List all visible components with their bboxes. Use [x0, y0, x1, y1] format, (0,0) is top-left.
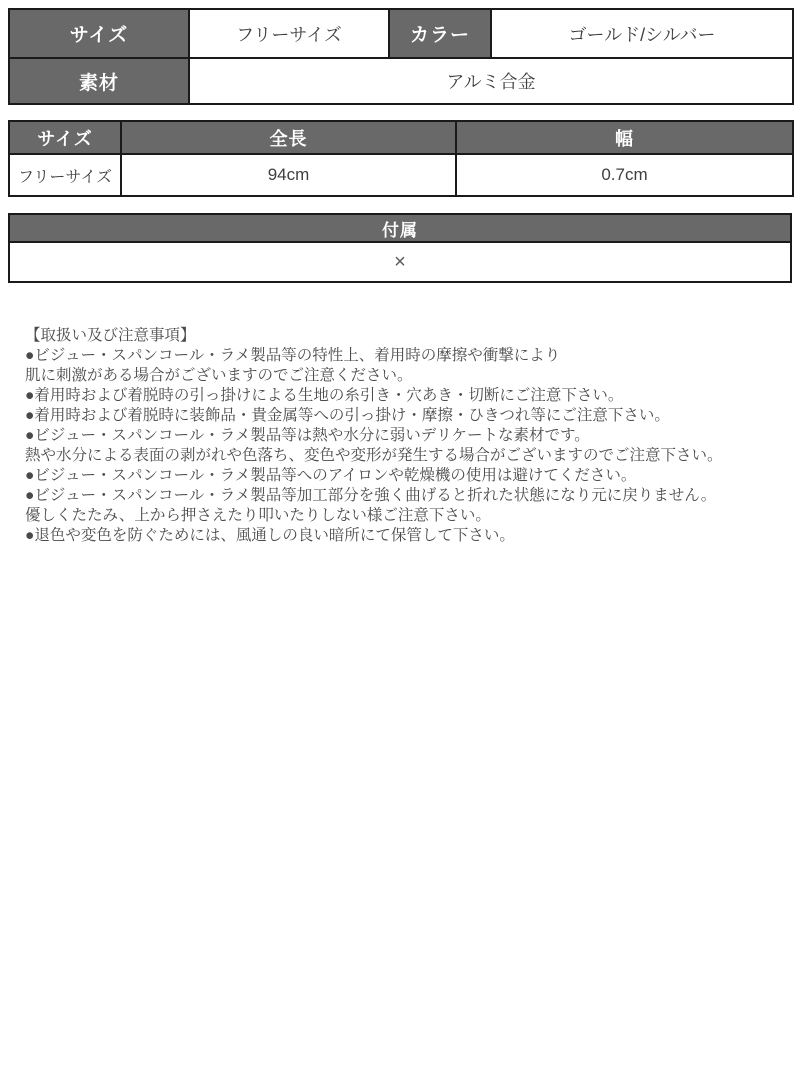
accessory-table: [8, 213, 792, 283]
spec-color-label: カラー: [389, 9, 491, 58]
dimension-data-row: [9, 154, 793, 196]
care-note-line: 熱や水分による表面の剥がれや色落ち、変色や変形が発生する場合がございますのでご注意下さい。: [25, 447, 723, 464]
care-note-line: ●ビジュー・スパンコール・ラメ製品等加工部分を強く曲げると折れた状態になり元に戻りません。: [25, 487, 717, 504]
dimension-table: [8, 120, 794, 197]
dimension-header-row: [9, 121, 793, 154]
accessory-data-row: [9, 242, 791, 282]
dimension-header-length: 全長: [121, 121, 456, 154]
spec-size-label: サイズ: [9, 9, 189, 58]
dimension-size-value: フリーサイズ: [9, 154, 121, 196]
dimension-width-value: 0.7cm: [456, 154, 793, 196]
dimension-header-width: 幅: [456, 121, 793, 154]
care-note-line: ●ビジュー・スパンコール・ラメ製品等へのアイロンや乾燥機の使用は避けてください。: [25, 467, 637, 484]
care-note-line: ●ビジュー・スパンコール・ラメ製品等の特性上、着用時の摩擦や衝撃により: [25, 347, 561, 364]
care-note-line: 肌に刺激がある場合がございますのでご注意ください。: [25, 367, 413, 384]
accessory-header-row: [9, 214, 791, 242]
spec-material-value: アルミ合金: [189, 58, 793, 104]
dimension-header-size: サイズ: [9, 121, 121, 154]
care-note-line: ●着用時および着脱時の引っ掛けによる生地の糸引き・穴あき・切断にご注意下さい。: [25, 387, 624, 404]
care-note-line: ●着用時および着脱時に装飾品・貴金属等への引っ掛け・摩擦・ひきつれ等にご注意下さい。: [25, 407, 670, 424]
care-note-line: ●ビジュー・スパンコール・ラメ製品等は熱や水分に弱いデリケートな素材です。: [25, 427, 590, 444]
care-note-line: ●退色や変色を防ぐためには、風通しの良い暗所にて保管して下さい。: [25, 527, 515, 544]
accessory-value: ×: [9, 242, 791, 282]
care-notes: [25, 326, 785, 546]
care-notes-title: 【取扱い及び注意事項】: [25, 327, 196, 344]
care-note-line: 優しくたたみ、上から押さえたり叩いたりしない様ご注意下さい。: [25, 507, 491, 524]
spec-color-value: ゴールド/シルバー: [491, 9, 793, 58]
spec-table: [8, 8, 794, 105]
spec-row-size-color: [9, 9, 793, 58]
spec-size-value: フリーサイズ: [189, 9, 389, 58]
spec-row-material: [9, 58, 793, 104]
accessory-header: 付属: [9, 214, 791, 242]
dimension-length-value: 94cm: [121, 154, 456, 196]
spec-material-label: 素材: [9, 58, 189, 104]
